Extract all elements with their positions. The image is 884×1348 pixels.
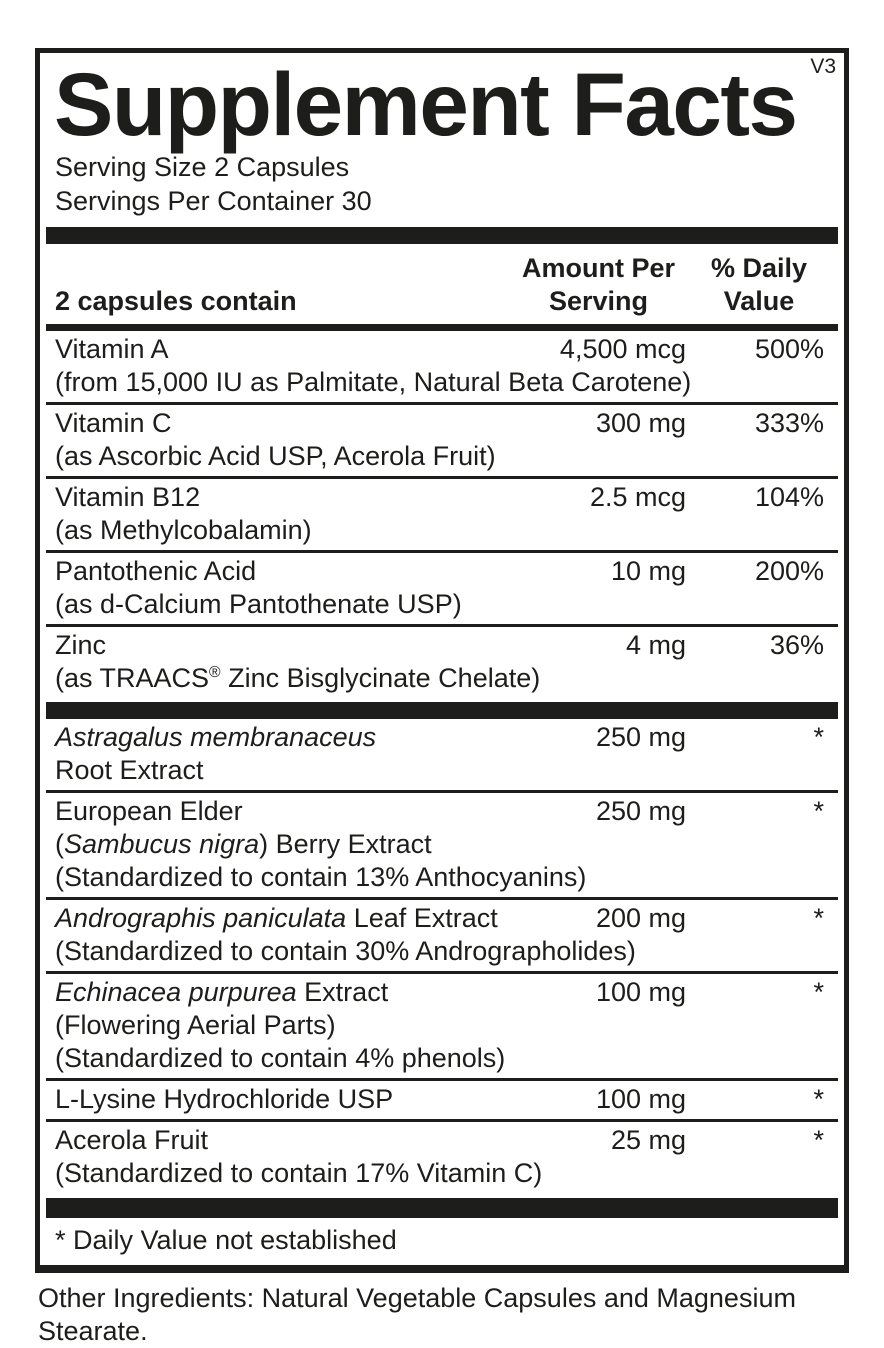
section-divider-bar — [46, 702, 838, 719]
ingredient-row — [46, 971, 838, 1078]
amount-per-serving-value: 250 mg — [595, 795, 686, 826]
ingredient-text: Zinc Bisglycinate Chelate) — [220, 662, 541, 693]
ingredient-text: Vitamin B12 — [55, 481, 201, 512]
ingredient-text: ) Berry Extract — [259, 828, 432, 859]
daily-value-percent: 500% — [754, 333, 824, 364]
ingredient-name-latin: Echinacea purpurea — [55, 976, 297, 1007]
daily-value-percent: * — [813, 1124, 824, 1155]
daily-value-percent: * — [813, 1083, 824, 1114]
ingredient-row — [46, 550, 838, 624]
amount-per-serving-value: 100 mg — [595, 1083, 686, 1114]
ingredient-detail-line — [46, 662, 838, 695]
ingredient-name — [46, 407, 511, 440]
ingredient-name — [46, 629, 511, 662]
ingredient-detail-line — [46, 1157, 838, 1190]
ingredient-detail-line — [46, 366, 838, 399]
ingredient-row — [46, 402, 838, 476]
ingredient-name — [46, 1124, 511, 1157]
ingredient-text: Pantothenic Acid — [55, 555, 257, 586]
amount-per-serving-value: 250 mg — [595, 721, 686, 752]
daily-value-percent: 200% — [754, 555, 824, 586]
ingredient-text: (from 15,000 IU as Palmitate, Natural Beta Carotene) — [55, 366, 692, 397]
version-tag: V3 — [810, 55, 836, 78]
ingredient-text: L-Lysine Hydrochloride USP — [55, 1083, 394, 1114]
daily-value-percent: * — [813, 721, 824, 752]
other-ingredients: Other Ingredients: Natural Vegetable Capsules and Magnesium Stearate. — [38, 1282, 796, 1346]
amount-per-serving-value: 200 mg — [595, 902, 686, 933]
ingredient-name — [46, 555, 511, 588]
footnote: * Daily Value not established — [55, 1224, 397, 1255]
ingredient-detail-line — [46, 514, 838, 547]
daily-value-percent: * — [813, 795, 824, 826]
daily-value-percent: 333% — [754, 407, 824, 438]
column-header-amount-per-serving: Amount Per Serving — [521, 252, 675, 316]
ingredient-detail-line — [46, 440, 838, 473]
ingredient-detail-line — [46, 1042, 838, 1075]
column-header-percent-daily-value: % Daily Value — [710, 252, 808, 316]
ingredient-text: Acerola Fruit — [55, 1124, 209, 1155]
ingredient-name — [46, 976, 511, 1009]
ingredient-text: Vitamin A — [55, 333, 169, 364]
ingredient-detail-line — [46, 754, 838, 787]
ingredient-detail-line — [46, 828, 838, 861]
ingredient-name-latin: Sambucus nigra — [64, 828, 260, 859]
ingredient-name — [46, 721, 511, 754]
top-divider-bar — [46, 227, 838, 244]
daily-value-percent: * — [813, 902, 824, 933]
amount-per-serving-value: 2.5 mcg — [589, 481, 686, 512]
column-header-contain: 2 capsules contain — [55, 285, 297, 316]
ingredient-text: Vitamin C — [55, 407, 172, 438]
ingredient-name — [46, 902, 511, 935]
ingredient-text: ( — [55, 828, 64, 859]
ingredient-detail-line — [46, 1009, 838, 1042]
ingredient-text: (Flowering Aerial Parts) — [55, 1009, 336, 1040]
ingredient-text: (Standardized to contain 4% phenols) — [55, 1042, 506, 1073]
panel-title: Supplement Facts — [54, 54, 797, 154]
amount-per-serving-value: 25 mg — [610, 1124, 686, 1155]
ingredient-row — [46, 476, 838, 550]
amount-per-serving-value: 4 mg — [625, 629, 686, 660]
ingredient-row — [46, 790, 838, 897]
ingredient-text: Extract — [296, 976, 389, 1007]
supplement-facts-panel — [35, 48, 849, 1273]
ingredient-name — [46, 795, 511, 828]
ingredient-row — [46, 624, 838, 698]
serving-size: Serving Size 2 Capsules — [55, 151, 350, 182]
ingredient-row — [46, 331, 838, 402]
ingredient-name-latin: Astragalus membranaceus — [55, 721, 377, 752]
ingredient-name — [46, 1083, 511, 1116]
ingredient-text: (as d-Calcium Pantothenate USP) — [55, 588, 462, 619]
ingredient-text: (Standardized to contain 17% Vitamin C) — [55, 1157, 543, 1188]
ingredient-detail-line — [46, 935, 838, 968]
daily-value-percent: 104% — [754, 481, 824, 512]
ingredient-text: (as TRAACS — [55, 662, 210, 693]
ingredient-row — [46, 719, 838, 790]
ingredient-detail-line — [46, 588, 838, 621]
amount-per-serving-value: 10 mg — [610, 555, 686, 586]
ingredient-text: Zinc — [55, 629, 107, 660]
ingredient-name — [46, 333, 511, 366]
daily-value-percent: 36% — [769, 629, 824, 660]
servings-per-container: Servings Per Container 30 — [55, 185, 372, 216]
ingredient-text: European Elder — [55, 795, 243, 826]
ingredient-text: Root Extract — [55, 754, 204, 785]
ingredient-text: (Standardized to contain 30% Andrographolides) — [55, 935, 636, 966]
ingredient-row — [46, 1078, 838, 1119]
ingredient-text: (as Methylcobalamin) — [55, 514, 312, 545]
ingredient-row — [46, 1119, 838, 1193]
amount-per-serving-value: 300 mg — [595, 407, 686, 438]
ingredient-detail-line — [46, 861, 838, 894]
amount-per-serving-value: 100 mg — [595, 976, 686, 1007]
ingredient-text: ® — [209, 663, 221, 681]
footnote-divider-bar — [46, 1198, 838, 1218]
amount-per-serving-value: 4,500 mcg — [559, 333, 686, 364]
ingredient-text: (as Ascorbic Acid USP, Acerola Fruit) — [55, 440, 496, 471]
ingredient-text: Leaf Extract — [346, 902, 498, 933]
daily-value-percent: * — [813, 976, 824, 1007]
ingredient-row — [46, 897, 838, 971]
ingredient-name — [46, 481, 511, 514]
ingredient-name-latin: Andrographis paniculata — [55, 902, 347, 933]
ingredient-text: (Standardized to contain 13% Anthocyanins) — [55, 861, 587, 892]
table-header-row — [46, 244, 838, 331]
ingredient-table — [46, 331, 838, 1193]
